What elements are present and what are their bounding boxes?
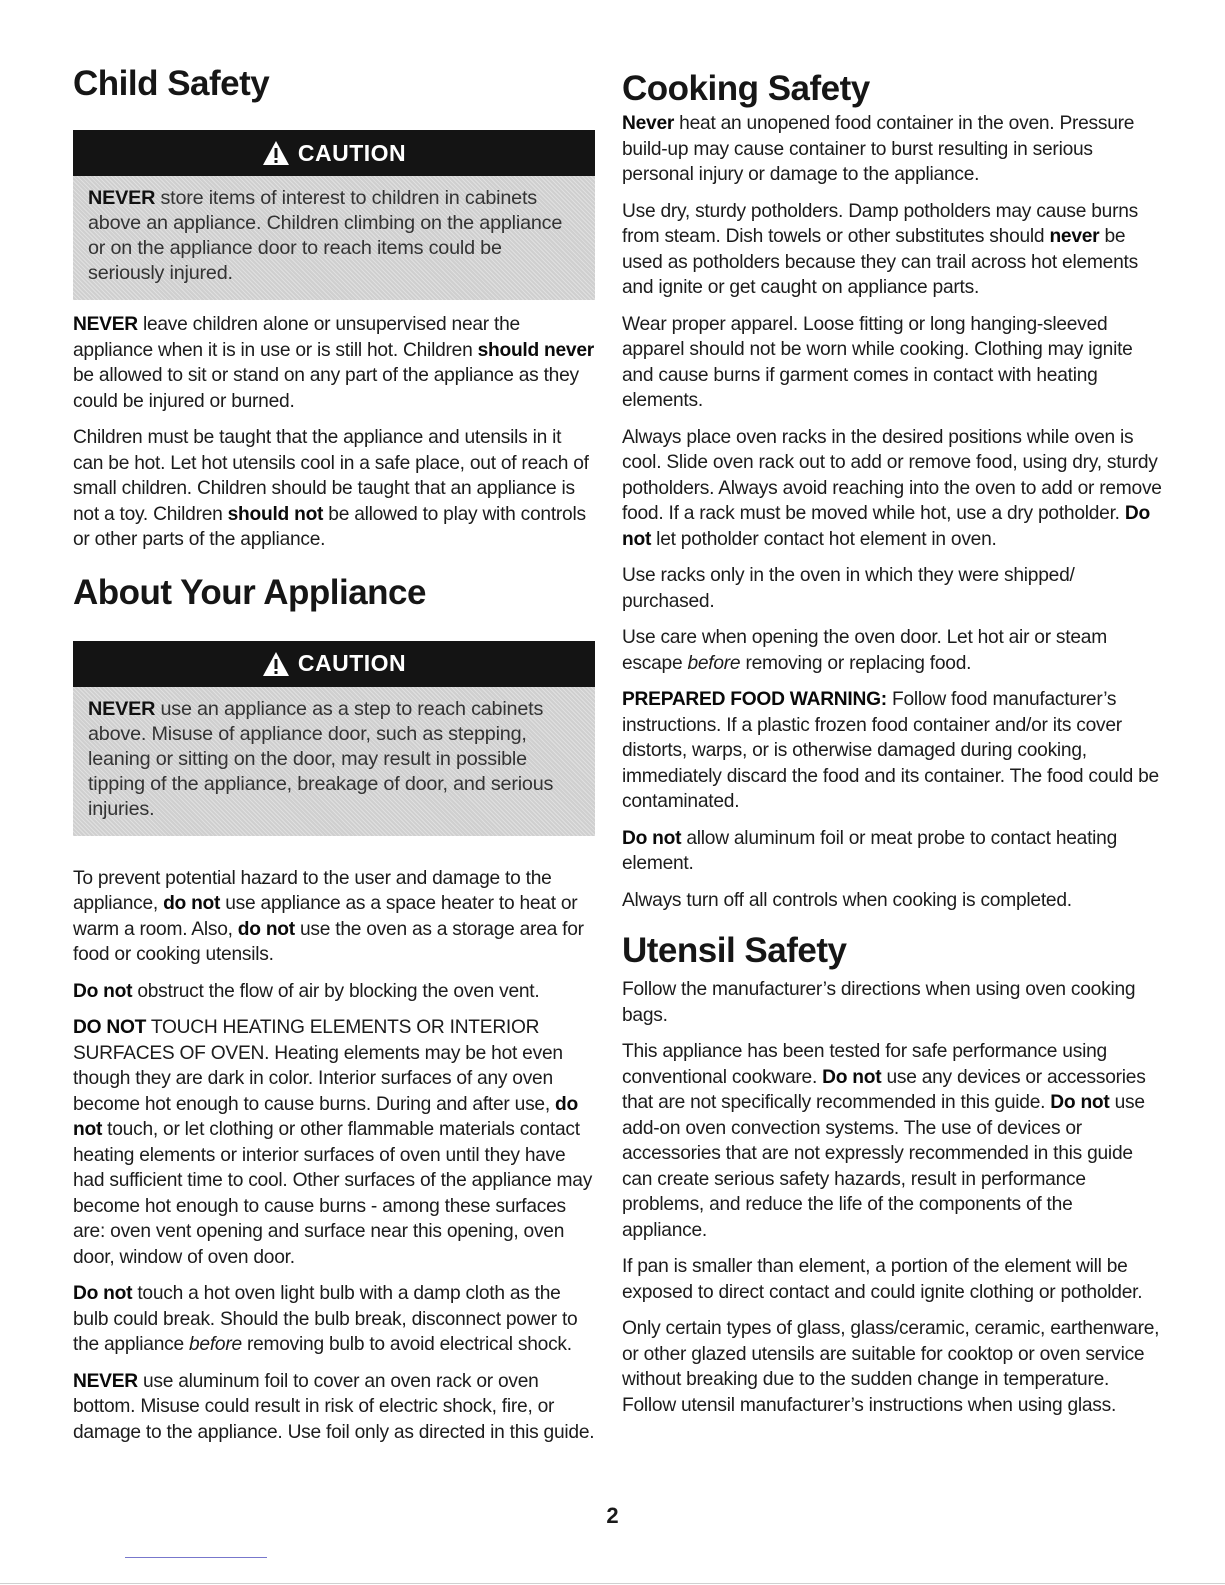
utensil-safety-heading: Utensil Safety — [622, 931, 847, 970]
caution-text: NEVER store items of interest to children in cabinets above an appliance. Children climbing on the appliance or on the appliance door to reach items could be seriously injured. — [88, 187, 563, 284]
footer-rule — [125, 1557, 267, 1558]
paragraph: Always turn off all controls when cooking is completed. — [622, 889, 1072, 911]
child-safety-heading: Child Safety — [73, 64, 270, 103]
paragraph: Only certain types of glass, glass/ceramic, ceramic, earthenware, or other glazed utensils are suitable for cooktop or oven service without breaking due to the sudden change in temperature. Follow utensil manufacturer’s instructions when using glass. — [622, 1318, 1160, 1416]
paragraph: This appliance has been tested for safe performance using conventional cookware. Do not use any devices or accessories that are not specifically recommended in this guide. Do not use add-on oven convection systems. The use of devices or accessories that are not expressly recommended in this guide can create serious safety hazards, result in performance problems, and reduce the life of the components of the appliance. — [622, 1041, 1146, 1241]
paragraph: Use racks only in the oven in which they were shipped/ purchased. — [622, 565, 1075, 612]
caution-label: CAUTION — [297, 650, 407, 676]
paragraph: Never heat an unopened food container in the oven. Pressure build-up may cause container to burst resulting in serious personal injury or damage to the appliance. — [622, 113, 1135, 185]
paragraph: Always place oven racks in the desired positions while oven is cool. Slide oven rack out to add or remove food, using dry, sturdy potholders. Always avoid reaching into the oven to add or remove food. If a rack must be moved while hot, use a dry potholder. Do not let potholder contact hot element in oven. — [622, 426, 1162, 550]
paragraph: Children must be taught that the appliance and utensils in it can be hot. Let hot utensils cool in a safe place, out of reach of small children. Children should be taught that an appliance is not a toy. Children should not be allowed to play with controls or other parts of the appliance. — [73, 427, 589, 550]
paragraph: Follow the manufacturer’s directions when using oven cooking bags. — [622, 979, 1136, 1026]
paragraph: Use dry, sturdy potholders. Damp potholders may cause burns from steam. Dish towels or other substitutes should never be used as potholders because they can trail across hot elements and ignite or get caught on appliance parts. — [622, 200, 1138, 298]
page-number: 2 — [606, 1503, 619, 1528]
paragraph: Do not obstruct the flow of air by blocking the oven vent. — [73, 980, 540, 1002]
about-appliance-heading: About Your Appliance — [73, 572, 426, 612]
paragraph: Do not touch a hot oven light bulb with a damp cloth as the bulb could break. Should the bulb break, disconnect power to the appliance before removing bulb to avoid electrical shock. — [73, 1283, 578, 1355]
warning-triangle-icon — [262, 140, 290, 166]
right-column — [622, 62, 1162, 1429]
caution-box — [73, 130, 595, 300]
cooking-safety-heading: Cooking Safety — [622, 69, 870, 108]
paragraph: PREPARED FOOD WARNING: Follow food manufacturer’s instructions. If a plastic frozen food container and/or its cover distorts, warps, or is otherwise damaged during cooking, immediately discard the food and its container. The food could be contaminated. — [622, 689, 1159, 812]
paragraph: Use care when opening the oven door. Let hot air or steam escape before removing or replacing food. — [622, 627, 1107, 674]
paragraph: To prevent potential hazard to the user and damage to the appliance, do not use appliance as a space heater to heat or warm a room. Also, do not use the oven as a storage area for food or cooking utensils. — [73, 867, 584, 965]
caution-label: CAUTION — [297, 139, 407, 166]
page-edge — [0, 1583, 1225, 1584]
paragraph: NEVER leave children alone or unsupervised near the appliance when it is in use or is still hot. Children should never be allowed to sit or stand on any part of the appliance as they could be injured or burned. — [73, 314, 594, 412]
caution-banner — [73, 130, 595, 176]
paragraph: Wear proper apparel. Loose fitting or long hanging-sleeved apparel should not be worn while cooking. Clothing may ignite and cause burns if garment comes in contact with heating elements. — [622, 313, 1133, 411]
paragraph: Do not allow aluminum foil or meat probe to contact heating element. — [622, 827, 1118, 874]
paragraph: If pan is smaller than element, a portion of the element will be exposed to direct contact and could ignite clothing or potholder. — [622, 1256, 1143, 1303]
caution-box — [73, 641, 595, 836]
warning-triangle-icon — [262, 651, 290, 677]
caution-banner — [73, 641, 595, 687]
caution-text: NEVER use an appliance as a step to reach cabinets above. Misuse of appliance door, such as stepping, leaning or sitting on the door, may result in possible tipping of the appliance, breakage of door, and serious injuries. — [88, 697, 554, 820]
paragraph: NEVER use aluminum foil to cover an oven rack or oven bottom. Misuse could result in risk of electric shock, fire, or damage to the appliance. Use foil only as directed in this guide. — [73, 1370, 595, 1443]
paragraph: DO NOT TOUCH HEATING ELEMENTS OR INTERIOR SURFACES OF OVEN. Heating elements may be hot even though they are dark in color. Interior surfaces of any oven become hot enough to cause burns. During and after use, do not touch, or let clothing or other flammable materials contact heating elements or interior surfaces of oven until they have had sufficient time to cool. Other surfaces of the appliance may become hot enough to cause burns - among these surfaces are: oven vent opening and surface near this opening, oven door, window of oven door. — [73, 1017, 593, 1268]
left-column — [73, 62, 595, 1456]
